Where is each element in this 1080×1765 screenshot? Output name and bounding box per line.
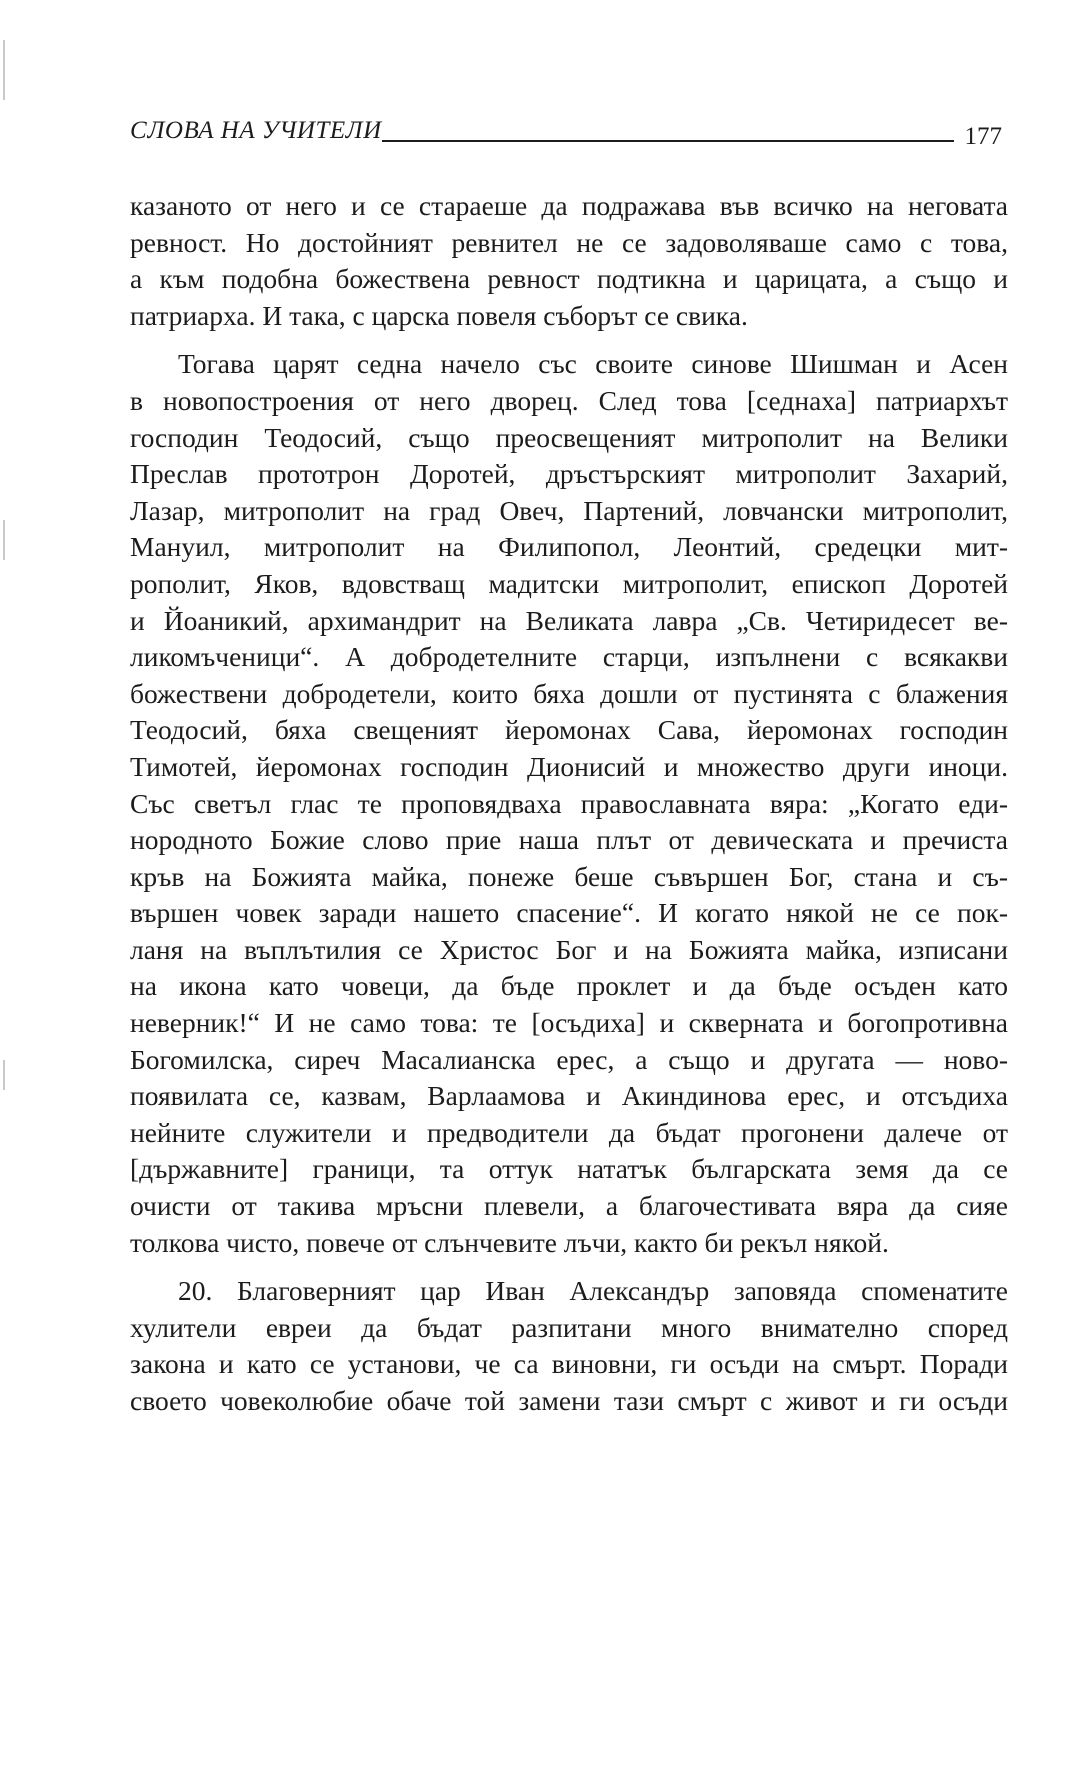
text-line: ревност. Но достойният ревнител не се задоволяваше само с това, — [130, 226, 1008, 258]
header-rule — [382, 140, 954, 142]
text-line: патриарха. И така, с царска повеля съборът се свика. — [130, 299, 748, 331]
text-line: Преслав прототрон Доротей, дръстърският митрополит Захарий, — [130, 458, 1008, 490]
scan-edge-mark — [3, 520, 5, 560]
text-line: [държавните] граници, та оттук нататък българската земя да се — [130, 1153, 1008, 1185]
text-line: на икона като човеци, да бъде проклет и да бъде осъден като — [130, 970, 1008, 1002]
text-line: вършен човек заради нашето спасение“. И когато някой не се пок- — [130, 897, 1008, 929]
text-line: кръв на Божията майка, понеже беше съвършен Бог, стана и съ- — [130, 860, 1008, 892]
paragraph — [130, 188, 1008, 334]
text-line: своето човеколюбие обаче той замени тази смърт с живот и ги осъди — [130, 1385, 1008, 1416]
text-line: господин Теодосий, също преосвещеният митрополит на Велики — [130, 421, 1008, 453]
paragraph — [130, 1273, 1008, 1419]
scan-edge-marks — [0, 0, 10, 1765]
text-line: ланя на въплътилия се Христос Бог и на Божията майка, изписани — [130, 933, 1008, 965]
text-line: очисти от такива мръсни плевели, а благочестивата вяра да сияе — [130, 1190, 1008, 1222]
body-text — [130, 188, 1008, 1420]
page-number: 177 — [964, 123, 1002, 150]
text-line: и Йоаникий, архимандрит на Великата лавра „Св. Четиридесет ве- — [130, 604, 1008, 636]
text-line: в новопостроения от него дворец. След това [седнаха] патриархът — [130, 384, 1008, 416]
text-line: Мануил, митрополит на Филипопол, Леонтий, средецки мит- — [130, 531, 1008, 563]
text-line: толкова чисто, повече от слънчевите лъчи, както би рекъл някой. — [130, 1226, 889, 1258]
text-line: закона и като се установи, че са виновни, ги осъди на смърт. Поради — [130, 1348, 1008, 1380]
text-line: нородното Божие слово прие наша плът от девическата и пречиста — [130, 824, 1008, 856]
text-line: божествени добродетели, които бяха дошли от пустинята с блажения — [130, 677, 1008, 709]
text-line: Богомилска, сиреч Масалианска ерес, а също и другата — ново- — [130, 1043, 1008, 1075]
text-line: Тимотей, йеромонах господин Дионисий и множество други иноци. — [130, 750, 1008, 782]
text-line: ликомъченици“. А добродетелните старци, изпълнени с всякакви — [130, 641, 1008, 673]
text-line: 20. Благоверният цар Иван Александър заповяда споменатите — [178, 1275, 1008, 1307]
text-line: хулители евреи да бъдат разпитани много внимателно според — [130, 1311, 1008, 1343]
scan-edge-mark — [3, 40, 5, 100]
text-line: нейните служители и предводители да бъдат прогонени далече от — [130, 1116, 1008, 1148]
paragraph-gap — [130, 1261, 1008, 1273]
paragraph — [130, 346, 1008, 1261]
paragraph-gap — [130, 334, 1008, 346]
running-title: СЛОВА НА УЧИТЕЛИ — [130, 117, 382, 144]
running-header — [130, 116, 1008, 156]
text-line: Тогава царят седна начело със своите синове Шишман и Асен — [178, 348, 1008, 380]
text-line: а към подобна божествена ревност подтикна и царицата, а също и — [130, 263, 1008, 295]
scan-edge-mark — [3, 1060, 5, 1090]
text-line: Теодосий, бяха свещеният йеромонах Сава, йеромонах господин — [130, 714, 1008, 746]
text-line: Със светъл глас те проповядваха православната вяра: „Когато еди- — [130, 787, 1008, 819]
text-line: Лазар, митрополит на град Овеч, Партений, ловчански митрополит, — [130, 494, 1008, 526]
text-line: казаното от него и се стараеше да подражава във всичко на неговата — [130, 190, 1008, 221]
text-line: появилата се, казвам, Варлаамова и Акиндинова ерес, и отсъдиха — [130, 1080, 1008, 1112]
text-line: неверник!“ И не само това: те [осъдиха] и скверната и богопротивна — [130, 1007, 1008, 1039]
text-line: рополит, Яков, вдовстващ мадитски митрополит, епископ Доротей — [130, 567, 1008, 599]
